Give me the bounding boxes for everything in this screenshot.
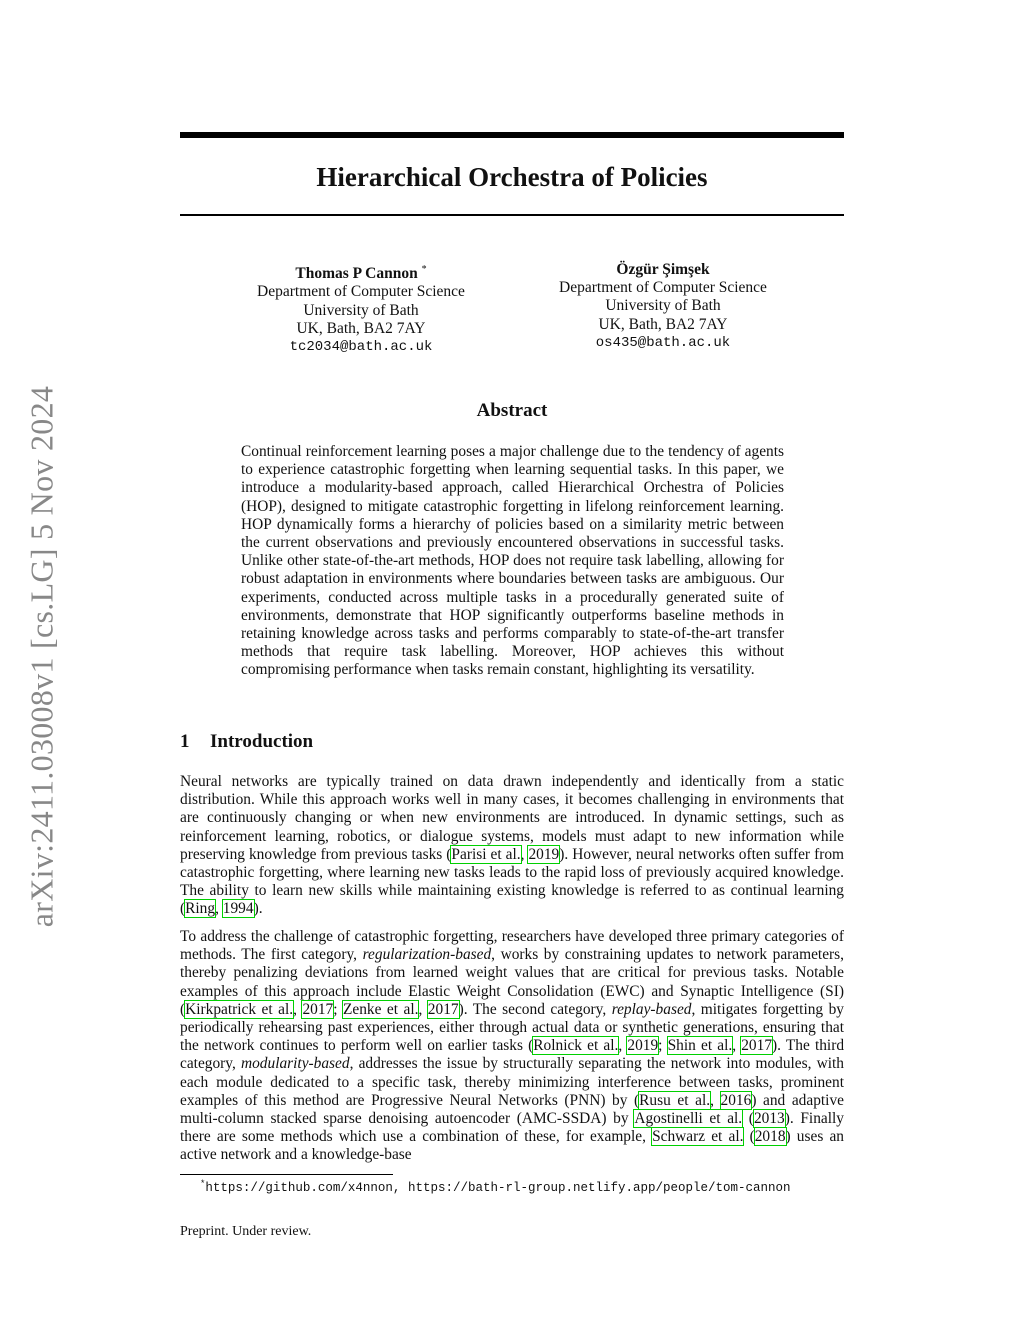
- author-univ: University of Bath: [605, 297, 721, 315]
- citation-year-link[interactable]: 2019: [528, 845, 560, 863]
- author-dept: Department of Computer Science: [559, 279, 767, 297]
- author-name: Thomas P Cannon *: [295, 264, 427, 283]
- citation-year-link[interactable]: 2018: [754, 1128, 786, 1146]
- arxiv-stamp: arXiv:2411.03008v1 [cs.LG] 5 Nov 2024: [23, 385, 60, 928]
- citation-link[interactable]: Kirkpatrick et al.: [185, 1000, 294, 1018]
- section-title: Introduction: [210, 731, 314, 752]
- author-block-1: [211, 261, 511, 356]
- author-address: UK, Bath, BA2 7AY: [598, 315, 728, 333]
- intro-paragraph-2: To address the challenge of catastrophic forgetting, researchers have developed three primary categories of methods. The first category, regularization-based, works by constraining updates to network parameters, thereby penalizing deviations from learned weight values that are critical for previous tasks. Notable examples of this approach include Elastic Weight Consolidation (EWC) and Synaptic Intelligence (SI) (Kirkpatrick et al., 2017; Zenke et al., 2017). The second category, replay-based, mitigates forgetting by periodically rehearsing past experiences, either through actual data or synthetic generations, ensuring that the network continues to perform well on earlier tasks (Rolnick et al., 2019; Shin et al., 2017). The third category, modularity-based, addresses the issue by structurally separating the network into modules, with each module dedicated to a specific task, thereby minimizing interference between tasks, prominent examples of this method are Progressive Neural Networks (PNN) by (Rusu et al., 2016) and adaptive multi-column stacked sparse denoising autoencoder (AMC-SSDA) by Agostinelli et al. (2013). Finally there are some methods which use a combination of these, for example, Schwarz et al. (2018) uses an active network and a knowledge-base: [180, 928, 845, 1164]
- intro-paragraph-1: Neural networks are typically trained on data drawn independently and identically from a static distribution. While this approach works well in many cases, it becomes challenging in environments that are continuously changing or when new environments are introduced. In dynamic settings, such as reinforcement learning, robotics, or dialogue systems, models must adapt to new information while preserving knowledge from previous tasks (Parisi et al., 2019). However, neural networks often suffer from catastrophic forgetting, where learning new tasks leads to the rapid loss of previously acquired knowledge. The ability to learn new skills while maintaining existing knowledge is referred to as continual learning (Ring, 1994).: [180, 773, 844, 918]
- preprint-footer: Preprint. Under review.: [180, 1224, 312, 1239]
- citation-year-link[interactable]: 1994: [222, 900, 254, 918]
- citation-year-link[interactable]: 2017: [427, 1000, 459, 1018]
- section-heading-introduction: [180, 731, 313, 753]
- abstract-heading: Abstract: [476, 400, 548, 421]
- author-univ: University of Bath: [303, 301, 419, 319]
- citation-link[interactable]: Rusu et al.: [639, 1091, 711, 1109]
- citation-link[interactable]: Rolnick et al.: [533, 1037, 619, 1055]
- citation-link[interactable]: Agostinelli et al.: [634, 1110, 743, 1128]
- abstract-text: Continual reinforcement learning poses a major challenge due to the tendency of agents to experience catastrophic forgetting when learning sequential tasks. In this paper, we introduce a modularity-based approach, called Hierarchical Orchestra of Policies (HOP), designed to mitigate catastrophic forgetting in lifelong reinforcement learning. HOP dynamically forms a hierarchy of policies based on a similarity metric between the current observations and previously encountered observations in successful tasks. Unlike other state-of-the-art methods, HOP does not require task labelling, allowing for robust adaptation in environments where boundaries between tasks are ambiguous. Our experiments, conducted across multiple tasks in a procedurally generated suite of environments, demonstrate that HOP significantly outperforms baseline methods in retaining knowledge across tasks and performs comparably to state-of-the-art transfer methods that require task labelling. Moreover, HOP achieves this without compromising performance when tasks remain constant, highlighting its versatility.: [241, 443, 784, 679]
- footnote: [200, 1179, 791, 1195]
- citation-year-link[interactable]: 2019: [627, 1037, 659, 1055]
- author-dept: Department of Computer Science: [257, 283, 465, 301]
- citation-year-link[interactable]: 2017: [741, 1037, 773, 1055]
- section-number: 1: [180, 731, 190, 752]
- citation-year-link[interactable]: 2016: [720, 1091, 752, 1109]
- author-block-2: [513, 261, 813, 352]
- citation-link[interactable]: Shin et al.: [667, 1037, 733, 1055]
- citation-link[interactable]: Zenke et al.: [342, 1000, 419, 1018]
- footnote-rule: [180, 1174, 393, 1175]
- author-address: UK, Bath, BA2 7AY: [296, 319, 426, 337]
- citation-link[interactable]: Schwarz et al.: [652, 1128, 744, 1146]
- author-name: Özgür Şimşek: [616, 261, 710, 278]
- author-email[interactable]: os435@bath.ac.uk: [595, 334, 731, 351]
- title-bottom-rule: [180, 214, 844, 216]
- footnote-text[interactable]: https://github.com/x4nnon, https://bath-rl-group.netlify.app/people/tom-cannon: [205, 1181, 791, 1196]
- paper-title: Hierarchical Orchestra of Policies: [316, 162, 708, 192]
- footnote-mark: *: [200, 1179, 206, 1189]
- citation-year-link[interactable]: 2017: [302, 1000, 334, 1018]
- title-top-rule: [180, 132, 844, 138]
- citation-link[interactable]: Ring: [185, 900, 216, 918]
- author-footnote-mark: *: [421, 264, 427, 275]
- author-email[interactable]: tc2034@bath.ac.uk: [289, 338, 433, 355]
- citation-link[interactable]: Parisi et al.: [451, 845, 521, 863]
- citation-year-link[interactable]: 2013: [753, 1110, 785, 1128]
